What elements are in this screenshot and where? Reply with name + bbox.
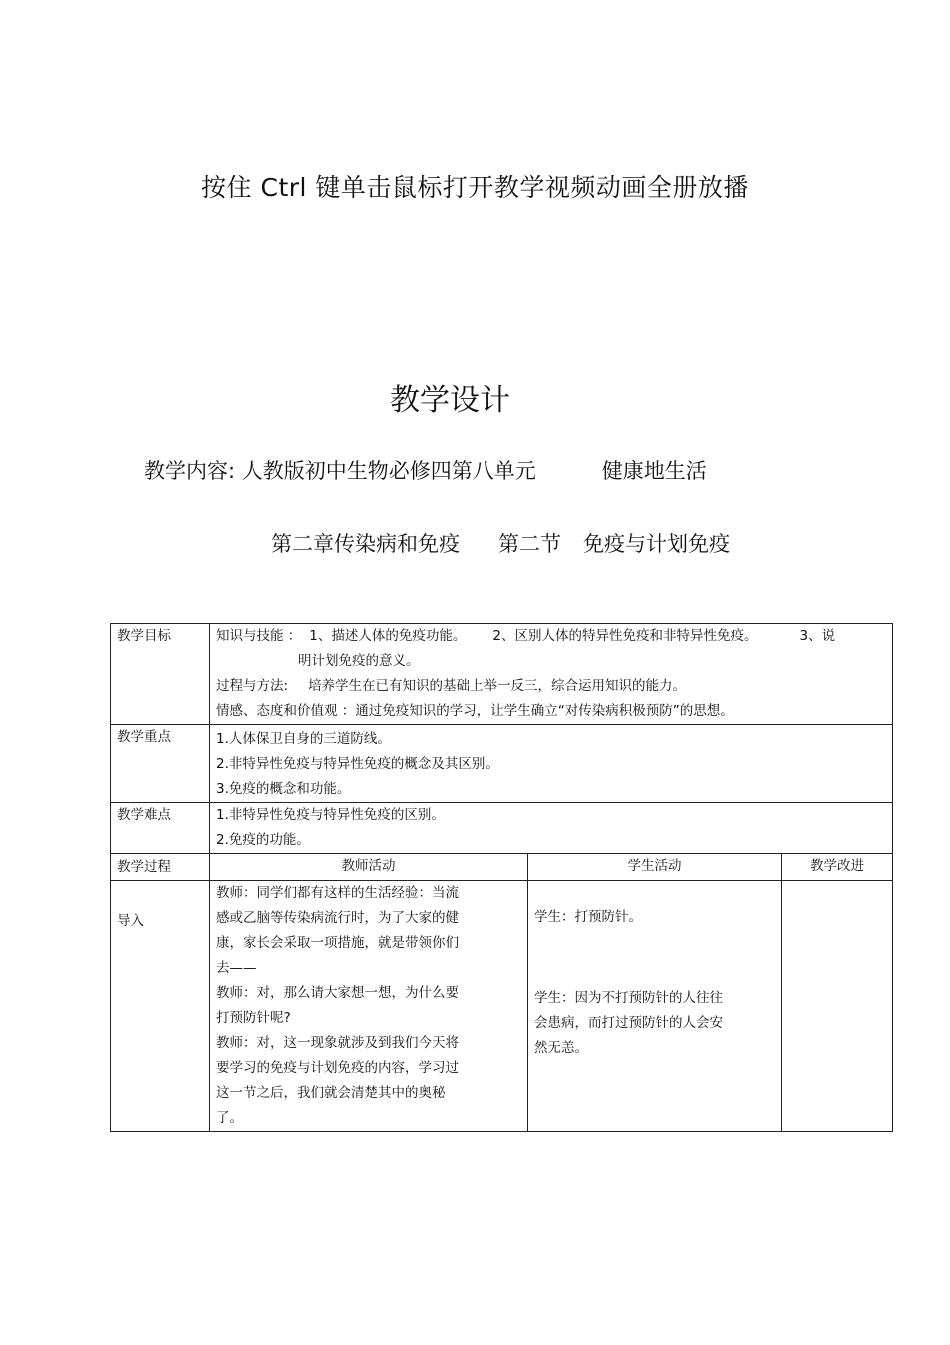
key-point-item: 2.非特异性免疫与特异性免疫的概念及其区别。 xyxy=(216,756,499,772)
key-points-label: 教学重点 xyxy=(111,725,210,803)
difficulties-label: 教学难点 xyxy=(111,803,210,854)
difficulty-item: 1.非特异性免疫与特异性免疫的区别。 xyxy=(216,807,445,823)
student-activity-cell xyxy=(528,881,782,1132)
teacher-activity-header: 教师活动 xyxy=(210,854,528,881)
knowledge-label: 知识与技能 ： xyxy=(216,628,302,644)
chapter-line xyxy=(271,529,730,559)
key-point-item: 3.免疫的概念和功能。 xyxy=(216,781,351,797)
process-header-row xyxy=(111,854,893,881)
student-response-line: 会患病，而打过预防针的人会安 xyxy=(534,1015,723,1031)
improvement-header: 教学改进 xyxy=(782,854,893,881)
knowledge-line xyxy=(216,624,886,649)
intro-label: 导入 xyxy=(111,881,210,1132)
key-point-item: 1.人体保卫自身的三道防线。 xyxy=(216,731,391,747)
teacher-line: 打预防针呢? xyxy=(216,1010,291,1026)
improvement-cell xyxy=(782,881,893,1132)
lesson-plan-table xyxy=(110,623,893,1132)
unit-text: 健康地生活 xyxy=(601,459,707,483)
teacher-line: 教师：对，那么请大家想一想，为什么要 xyxy=(216,985,459,1001)
teacher-line: 感或乙脑等传染病流行时，为了大家的健 xyxy=(216,910,459,926)
knowledge-item-3-start: 3、说 xyxy=(799,628,836,644)
knowledge-item-3-end: 明计划免疫的意义。 xyxy=(298,653,420,669)
knowledge-item-1: 1、描述人体的免疫功能。 xyxy=(309,628,467,644)
emotion-line xyxy=(216,699,886,724)
section-number: 第二节 xyxy=(498,532,561,556)
teacher-line: 康，家长会采取一项措施，就是带领你们 xyxy=(216,935,459,951)
chapter-text: 第二章传染病和免疫 xyxy=(271,532,460,556)
process-header-label: 教学过程 xyxy=(111,854,210,881)
teacher-line: 要学习的免疫与计划免疫的内容，学习过 xyxy=(216,1060,459,1076)
student-response-line: 然无恙。 xyxy=(534,1040,588,1056)
teacher-line: 教师：对，这一现象就涉及到我们今天将 xyxy=(216,1035,459,1051)
process-line xyxy=(216,674,886,699)
content-label: 教学内容: xyxy=(144,459,236,483)
intro-row xyxy=(111,881,893,1132)
goals-row xyxy=(111,624,893,725)
difficulty-item: 2.免疫的功能。 xyxy=(216,832,310,848)
teaching-content-line xyxy=(144,456,707,486)
goals-cell xyxy=(210,624,893,725)
process-text: 培养学生在已有知识的基础上举一反三，综合运用知识的能力。 xyxy=(308,678,687,694)
key-points-cell xyxy=(210,725,893,803)
teacher-line: 了。 xyxy=(216,1110,243,1126)
teacher-line: 这一节之后，我们就会清楚其中的奥秘 xyxy=(216,1085,446,1101)
difficulties-cell xyxy=(210,803,893,854)
teacher-line: 教师：同学们都有这样的生活经验：当流 xyxy=(216,885,459,901)
student-response-line: 学生：因为不打预防针的人往往 xyxy=(534,990,723,1006)
textbook-text: 人教版初中生物必修四第八单元 xyxy=(241,459,536,483)
teacher-activity-cell xyxy=(210,881,528,1132)
knowledge-item-2: 2、区别人体的特异性免疫和非特异性免疫。 xyxy=(492,628,758,644)
teacher-line: 去—— xyxy=(216,960,257,976)
emotion-text: 通过免疫知识的学习，让学生确立“对传染病积极预防”的思想。 xyxy=(355,703,734,719)
process-label: 过程与方法: xyxy=(216,678,289,694)
page-title: 教学设计 xyxy=(390,383,510,418)
video-hint-banner: 按住 Ctrl 键单击鼠标打开教学视频动画全册放播 xyxy=(201,173,749,202)
emotion-label: 情感、态度和价值观 ： xyxy=(216,703,356,719)
student-activity-header: 学生活动 xyxy=(528,854,782,881)
student-response-1: 学生：打预防针。 xyxy=(534,909,642,925)
difficulties-row xyxy=(111,803,893,854)
goals-label: 教学目标 xyxy=(111,624,210,725)
section-title: 免疫与计划免疫 xyxy=(583,532,730,556)
key-points-row xyxy=(111,725,893,803)
